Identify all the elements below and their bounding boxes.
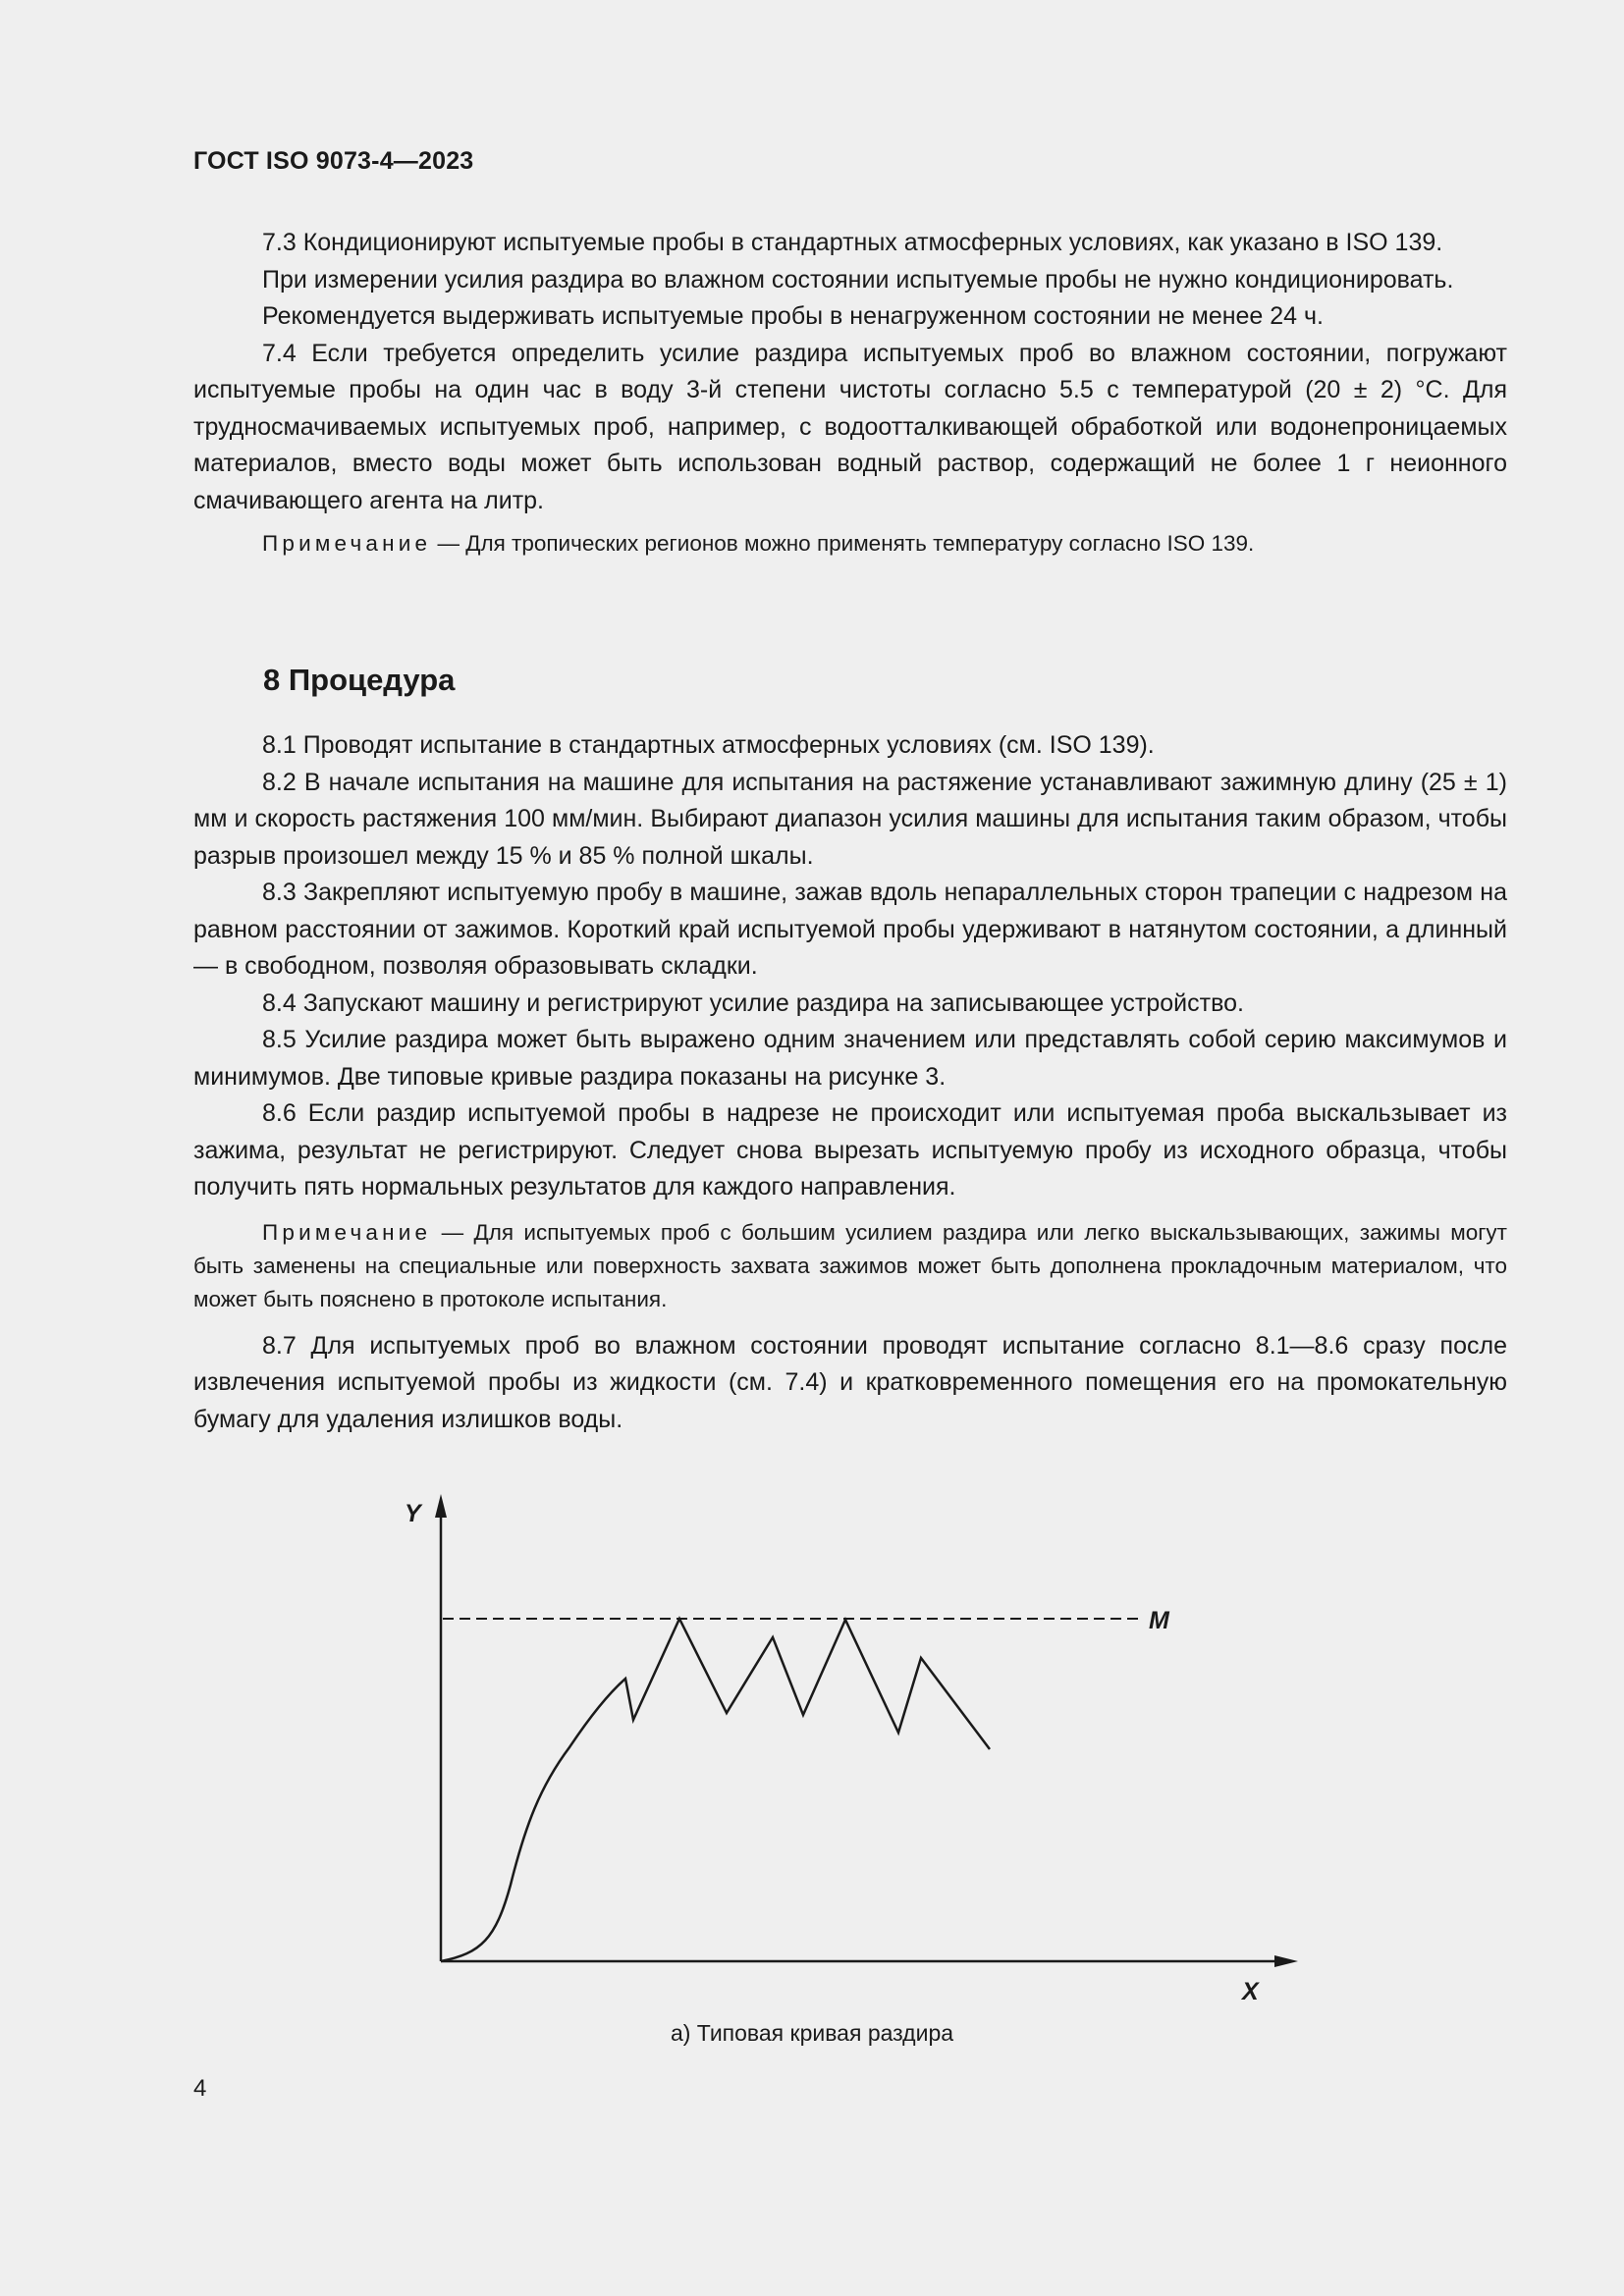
paragraph-7-3: 7.3 Кондиционируют испытуемые пробы в стандартных атмосферных условиях, как указано в ISO 139. (262, 229, 1443, 256)
paragraph-8-2: 8.2 В начале испытания на машине для испытания на растяжение устанавливают зажимную длину (25 ± 1) мм и скорость растяжения 100 мм/мин. Выбирают диапазон усилия машины для испытания таким образом, чтобы разрыв произошел между 15 % и 85 % полной шкалы. (193, 768, 1507, 870)
page-number: 4 (193, 2075, 207, 2102)
section-heading-8: 8 Процедура (263, 663, 456, 697)
paragraph-8-4: 8.4 Запускают машину и регистрируют усилие раздира на записывающее устройство. (262, 988, 1244, 1017)
note-text: — Для испытуемых проб с большим усилием раздира или легко выскальзывающих, зажимы могут быть заменены на специальные или поверхность захвата зажимов может быть дополнена прокладочным материалом, что может быть пояснено в протоколе испытания. (193, 1219, 1507, 1311)
paragraph-8-6: 8.6 Если раздир испытуемой пробы в надрезе не происходит или испытуемая проба выскальзывает из зажима, результат не регистрируют. Следует снова вырезать испытуемую пробу из исходного образца, чтобы получить пять нормальных результатов для каждого направления. (193, 1099, 1507, 1201)
x-axis-label: X (1242, 1978, 1259, 2005)
paragraph-8-1: 8.1 Проводят испытание в стандартных атмосферных условиях (см. ISO 139). (262, 731, 1155, 759)
tear-force-curve (441, 1619, 990, 1961)
paragraph-8-5: 8.5 Усилие раздира может быть выражено одним значением или представлять собой серию максимумов и минимумов. Две типовые кривые раздира показаны на рисунке 3. (193, 1026, 1507, 1091)
note-label: Примечание (262, 1219, 432, 1245)
paragraph-8-3: 8.3 Закрепляют испытуемую пробу в машине, зажав вдоль непараллельных сторон трапеции с надрезом на равном расстоянии от зажимов. Короткий край испытуемой пробы удерживают в натянутом состоянии, а длинный — в свободном, позволяя образовывать складки. (193, 879, 1507, 980)
paragraph-7-3-rest: Рекомендуется выдерживать испытуемые пробы в ненагруженном состоянии не менее 24 ч. (262, 302, 1325, 330)
x-axis-arrow-icon (1274, 1955, 1298, 1967)
paragraph-8-7: 8.7 Для испытуемых проб во влажном состоянии проводят испытание согласно 8.1—8.6 сразу после извлечения испытуемой пробы из жидкости (см. 7.4) и кратковременного помещения его на промокательную бумагу для удаления излишков воды. (193, 1331, 1507, 1433)
figure-caption: а) Типовая кривая раздира (670, 2020, 954, 2046)
y-axis-arrow-icon (435, 1494, 447, 1518)
document-header-code: ГОСТ ISO 9073-4—2023 (193, 147, 474, 175)
paragraph-7-3-wet: При измерении усилия раздира во влажном состоянии испытуемые пробы не нужно кондиционировать. (262, 265, 1454, 294)
y-axis-label: Y (405, 1500, 421, 1527)
note-label: Примечание (262, 531, 432, 556)
maximum-label: M (1149, 1607, 1169, 1634)
paragraph-7-4: 7.4 Если требуется определить усилие раздира испытуемых проб во влажном состоянии, погружают испытуемые пробы на один час в воду 3-й степени чистоты согласно 5.5 с температурой (20 ± 2) °С. Для трудносмачиваемых испытуемых проб, например, с водоотталкивающей обработкой или водонепроницаемых материалов, вместо воды может быть использован водный раствор, содержащий не более 1 г неионного смачивающего агента на литр. (193, 339, 1507, 514)
note-text: — Для тропических регионов можно применять температуру согласно ISO 139. (431, 531, 1255, 556)
